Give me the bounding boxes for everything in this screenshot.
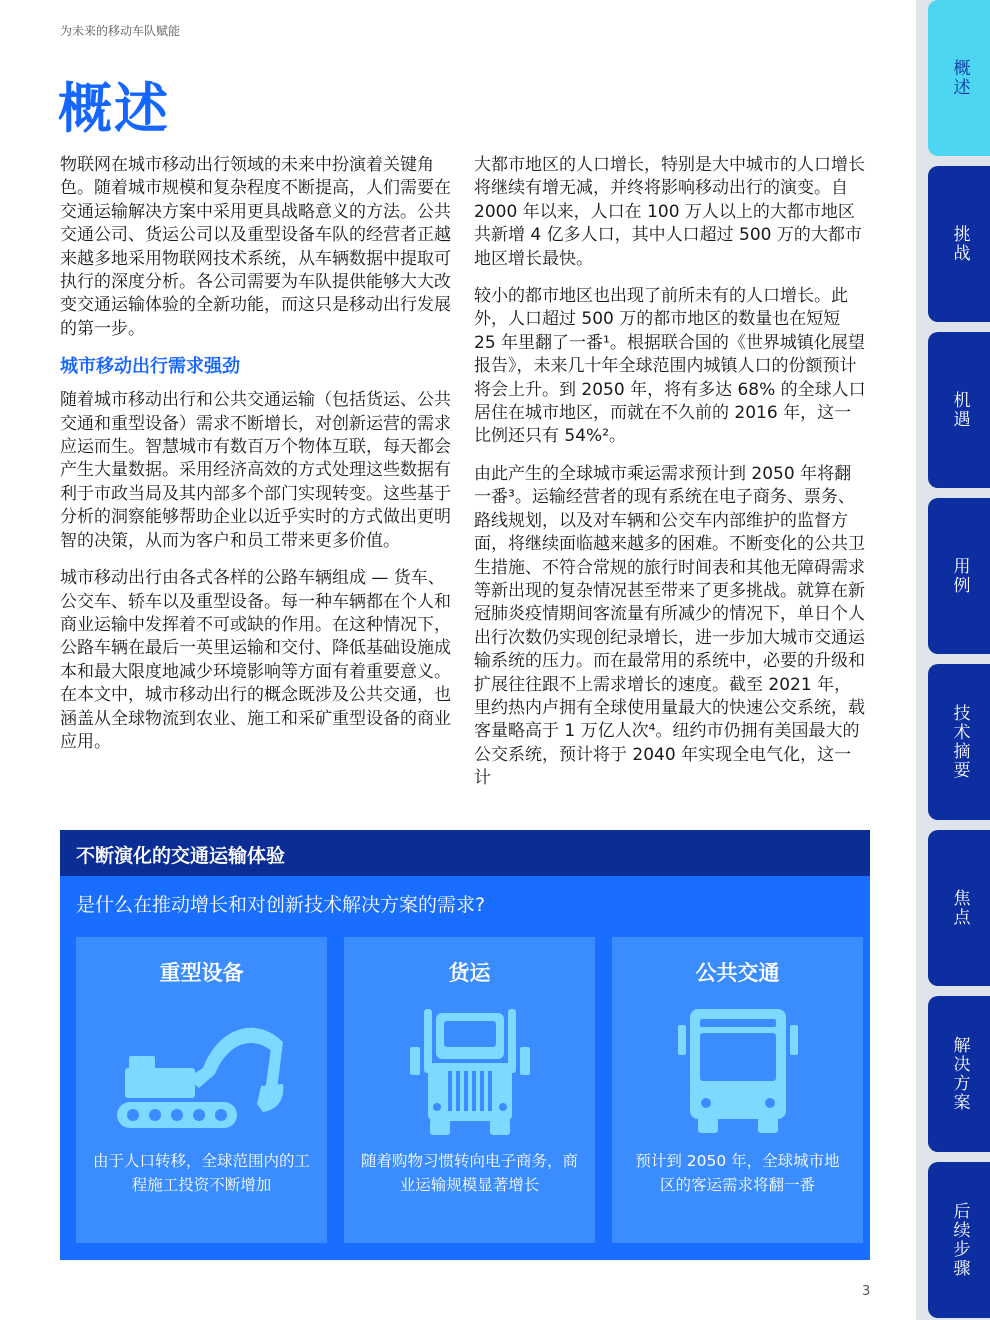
card-title: 重型设备: [159, 961, 244, 985]
bus-icon: [612, 1007, 863, 1137]
paragraph: 较小的都市地区也出现了前所未有的人口增长。此外，人口超过 500 万的都市地区的数量也在短短 25 年里翻了一番¹。根据联合国的《世界城镇化展望报告》，未来几十年全球范围内城镇人口的份额预计将会上升。到 2050 年，将有多达 68% 的全球人口居住在城市地区，而就在不久前的 2016 年，这一比例还只有 54%²。: [474, 286, 866, 447]
transport-experience-panel: [60, 830, 870, 1260]
tab-label: 用例: [949, 557, 970, 595]
page-number: 3: [862, 1284, 871, 1299]
page-title: 概述: [58, 77, 170, 140]
section-sidebar: [916, 0, 990, 1320]
truck-icon: [344, 1007, 595, 1137]
paragraph: 城市移动出行由各式各样的公路车辆组成 — 货车、公交车、轿车以及重型设备。每一种车辆都在个人和商业运输中发挥着不可或缺的作用。在这种情况下，公路车辆在最后一英里运输和交付、降低基础设施成本和最大限度地减少环境影响等方面有着重要意义。在本文中，城市移动出行的概念既涉及公共交通，也涵盖从全球物流到农业、施工和采矿重型设备的商业应用。: [60, 568, 451, 752]
paragraph: 物联网在城市移动出行领域的未来中扮演着关键角色。随着城市规模和复杂程度不断提高，人们需要在交通运输解决方案中采用更具战略意义的方法。公共交通公司、货运公司以及重型设备车队的经营者正越来越多地采用物联网技术系统，从车辆数据中提取可执行的深度分析。各公司需要为车队提供能够大大改变交通运输体验的全新功能，而这只是移动出行发展的第一步。: [60, 155, 451, 339]
card-description: 预计到 2050 年，全球城市地区的客运需求将翻一番: [635, 1152, 840, 1194]
tab-label: 后续步骤: [949, 1202, 970, 1278]
tab-label: 挑战: [949, 225, 970, 263]
tab-next-steps[interactable]: [928, 1162, 990, 1318]
paragraph: 大都市地区的人口增长，特别是大中城市的人口增长将继续有增无减，并终将影响移动出行的演变。自 2000 年以来，人口在 100 万人以上的大都市地区共新增 4 亿多人口，其中人口超过 500 万的大都市地区增长最快。: [474, 155, 865, 269]
card-description: 由于人口转移，全球范围内的工程施工投资不断增加: [92, 1152, 310, 1194]
section-heading: 城市移动出行需求强劲: [60, 356, 240, 378]
card-heavy-equipment: [76, 937, 327, 1243]
tab-overview[interactable]: [928, 0, 990, 156]
card-freight: [344, 937, 595, 1243]
excavator-icon: [76, 1007, 327, 1137]
tab-label: 技术摘要: [949, 704, 970, 780]
left-column: [60, 154, 452, 768]
tab-label: 概述: [949, 59, 970, 97]
panel-subtitle: 是什么在推动增长和对创新技术解决方案的需求?: [76, 894, 486, 916]
card-public-transit: [612, 937, 863, 1243]
panel-title: 不断演化的交通运输体验: [60, 830, 870, 876]
card-title: 公共交通: [695, 961, 780, 985]
tab-use-cases[interactable]: [928, 498, 990, 654]
running-header: 为未来的移动车队赋能: [60, 24, 181, 38]
tab-label: 机遇: [949, 391, 970, 429]
right-column: [474, 154, 866, 805]
card-row: [76, 937, 863, 1243]
tab-label: 解决方案: [949, 1036, 970, 1112]
tab-label: 焦点: [949, 889, 970, 927]
card-description: 随着购物习惯转向电子商务，商业运输规模显著增长: [360, 1152, 578, 1194]
paragraph: 随着城市移动出行和公共交通运输（包括货运、公共交通和重型设备）需求不断增长，对创新运营的需求应运而生。智慧城市有数百万个物体互联，每天都会产生大量数据。采用经济高效的方式处理这些数据有利于市政当局及其内部多个部门实现转变。这些基于分析的洞察能够帮助企业以近乎实时的方式做出更明智的决策，从而为客户和员工带来更多价值。: [60, 390, 451, 551]
tab-tech-summary[interactable]: [928, 664, 990, 820]
paragraph: 由此产生的全球城市乘运需求预计到 2050 年将翻一番³。运输经营者的现有系统在电子商务、票务、路线规划，以及对车辆和公交车内部维护的监督方面，将继续面临越来越多的困难。不断变化的公共卫生措施、不符合常规的旅行时间表和其他无障碍需求等新出现的复杂情况甚至带来了更多挑战。就算在新冠肺炎疫情期间客流量有所减少的情况下，单日个人出行次数仍实现创纪录增长，进一步加大城市交通运输系统的压力。而在最常用的系统中，必要的升级和扩展往往跟不上需求增长的速度。截至 2021 年，里约热内卢拥有全球使用量最大的快速公交系统，载客量略高于 1 万亿人次⁴。纽约市仍拥有美国最大的公交系统，预计将于 2040 年实现全电气化，这一计: [474, 463, 865, 789]
card-title: 货运: [448, 961, 491, 985]
tab-challenges[interactable]: [928, 166, 990, 322]
tab-focus[interactable]: [928, 830, 990, 986]
tab-solutions[interactable]: [928, 996, 990, 1152]
tab-opportunities[interactable]: [928, 332, 990, 488]
